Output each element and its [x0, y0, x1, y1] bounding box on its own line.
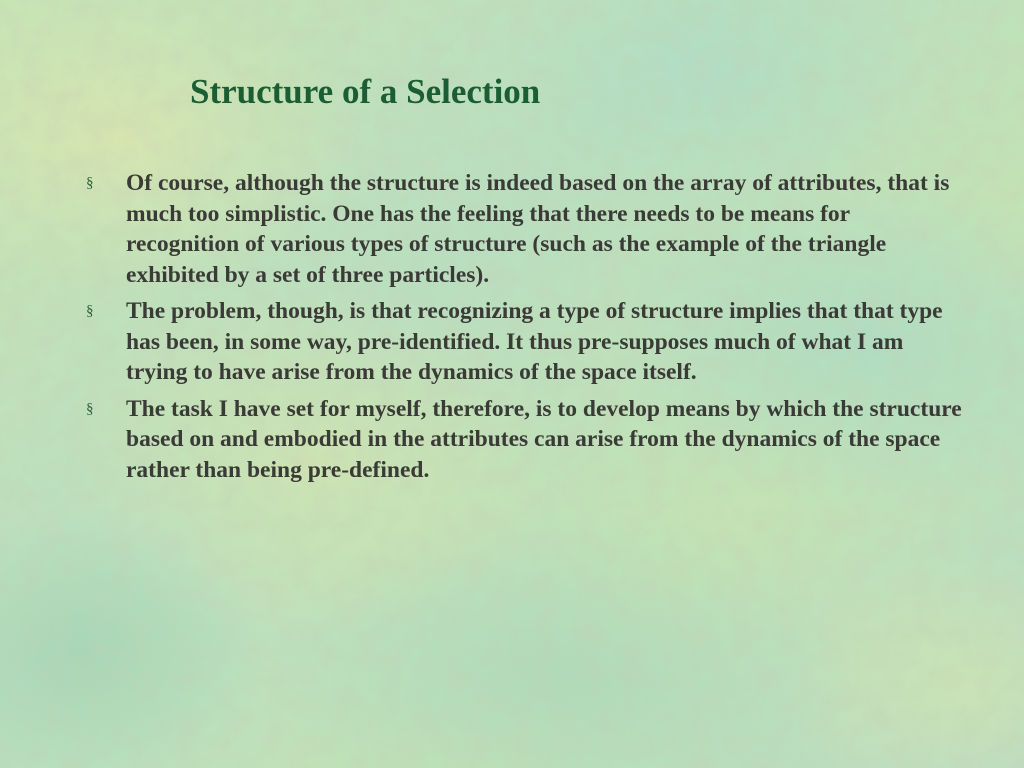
slide-title: Structure of a Selection — [190, 72, 541, 111]
bullet-list — [86, 168, 966, 491]
square-bullet-icon: § — [86, 303, 94, 319]
bullet-item — [86, 394, 966, 486]
bullet-item — [86, 168, 966, 290]
bullet-text: The problem, though, is that recognizing a type of structure implies that that type has been, in some way, pre-identified. It thus pre-supposes much of what I am trying to have arise from the dynamics of the space itself. — [126, 298, 943, 385]
bullet-text: The task I have set for myself, therefore, is to develop means by which the structure based on and embodied in the attributes can arise from the dynamics of the space rather than being pre-defined. — [126, 395, 962, 483]
square-bullet-icon: § — [86, 400, 94, 417]
bullet-item — [86, 296, 966, 388]
square-bullet-icon: § — [86, 175, 94, 191]
bullet-text: Of course, although the structure is indeed based on the array of attributes, that is much too simplistic. One has the feeling that there needs to be means for recognition of various types of structure (such as the example of the triangle exhibited by a set of three particles). — [126, 170, 950, 288]
